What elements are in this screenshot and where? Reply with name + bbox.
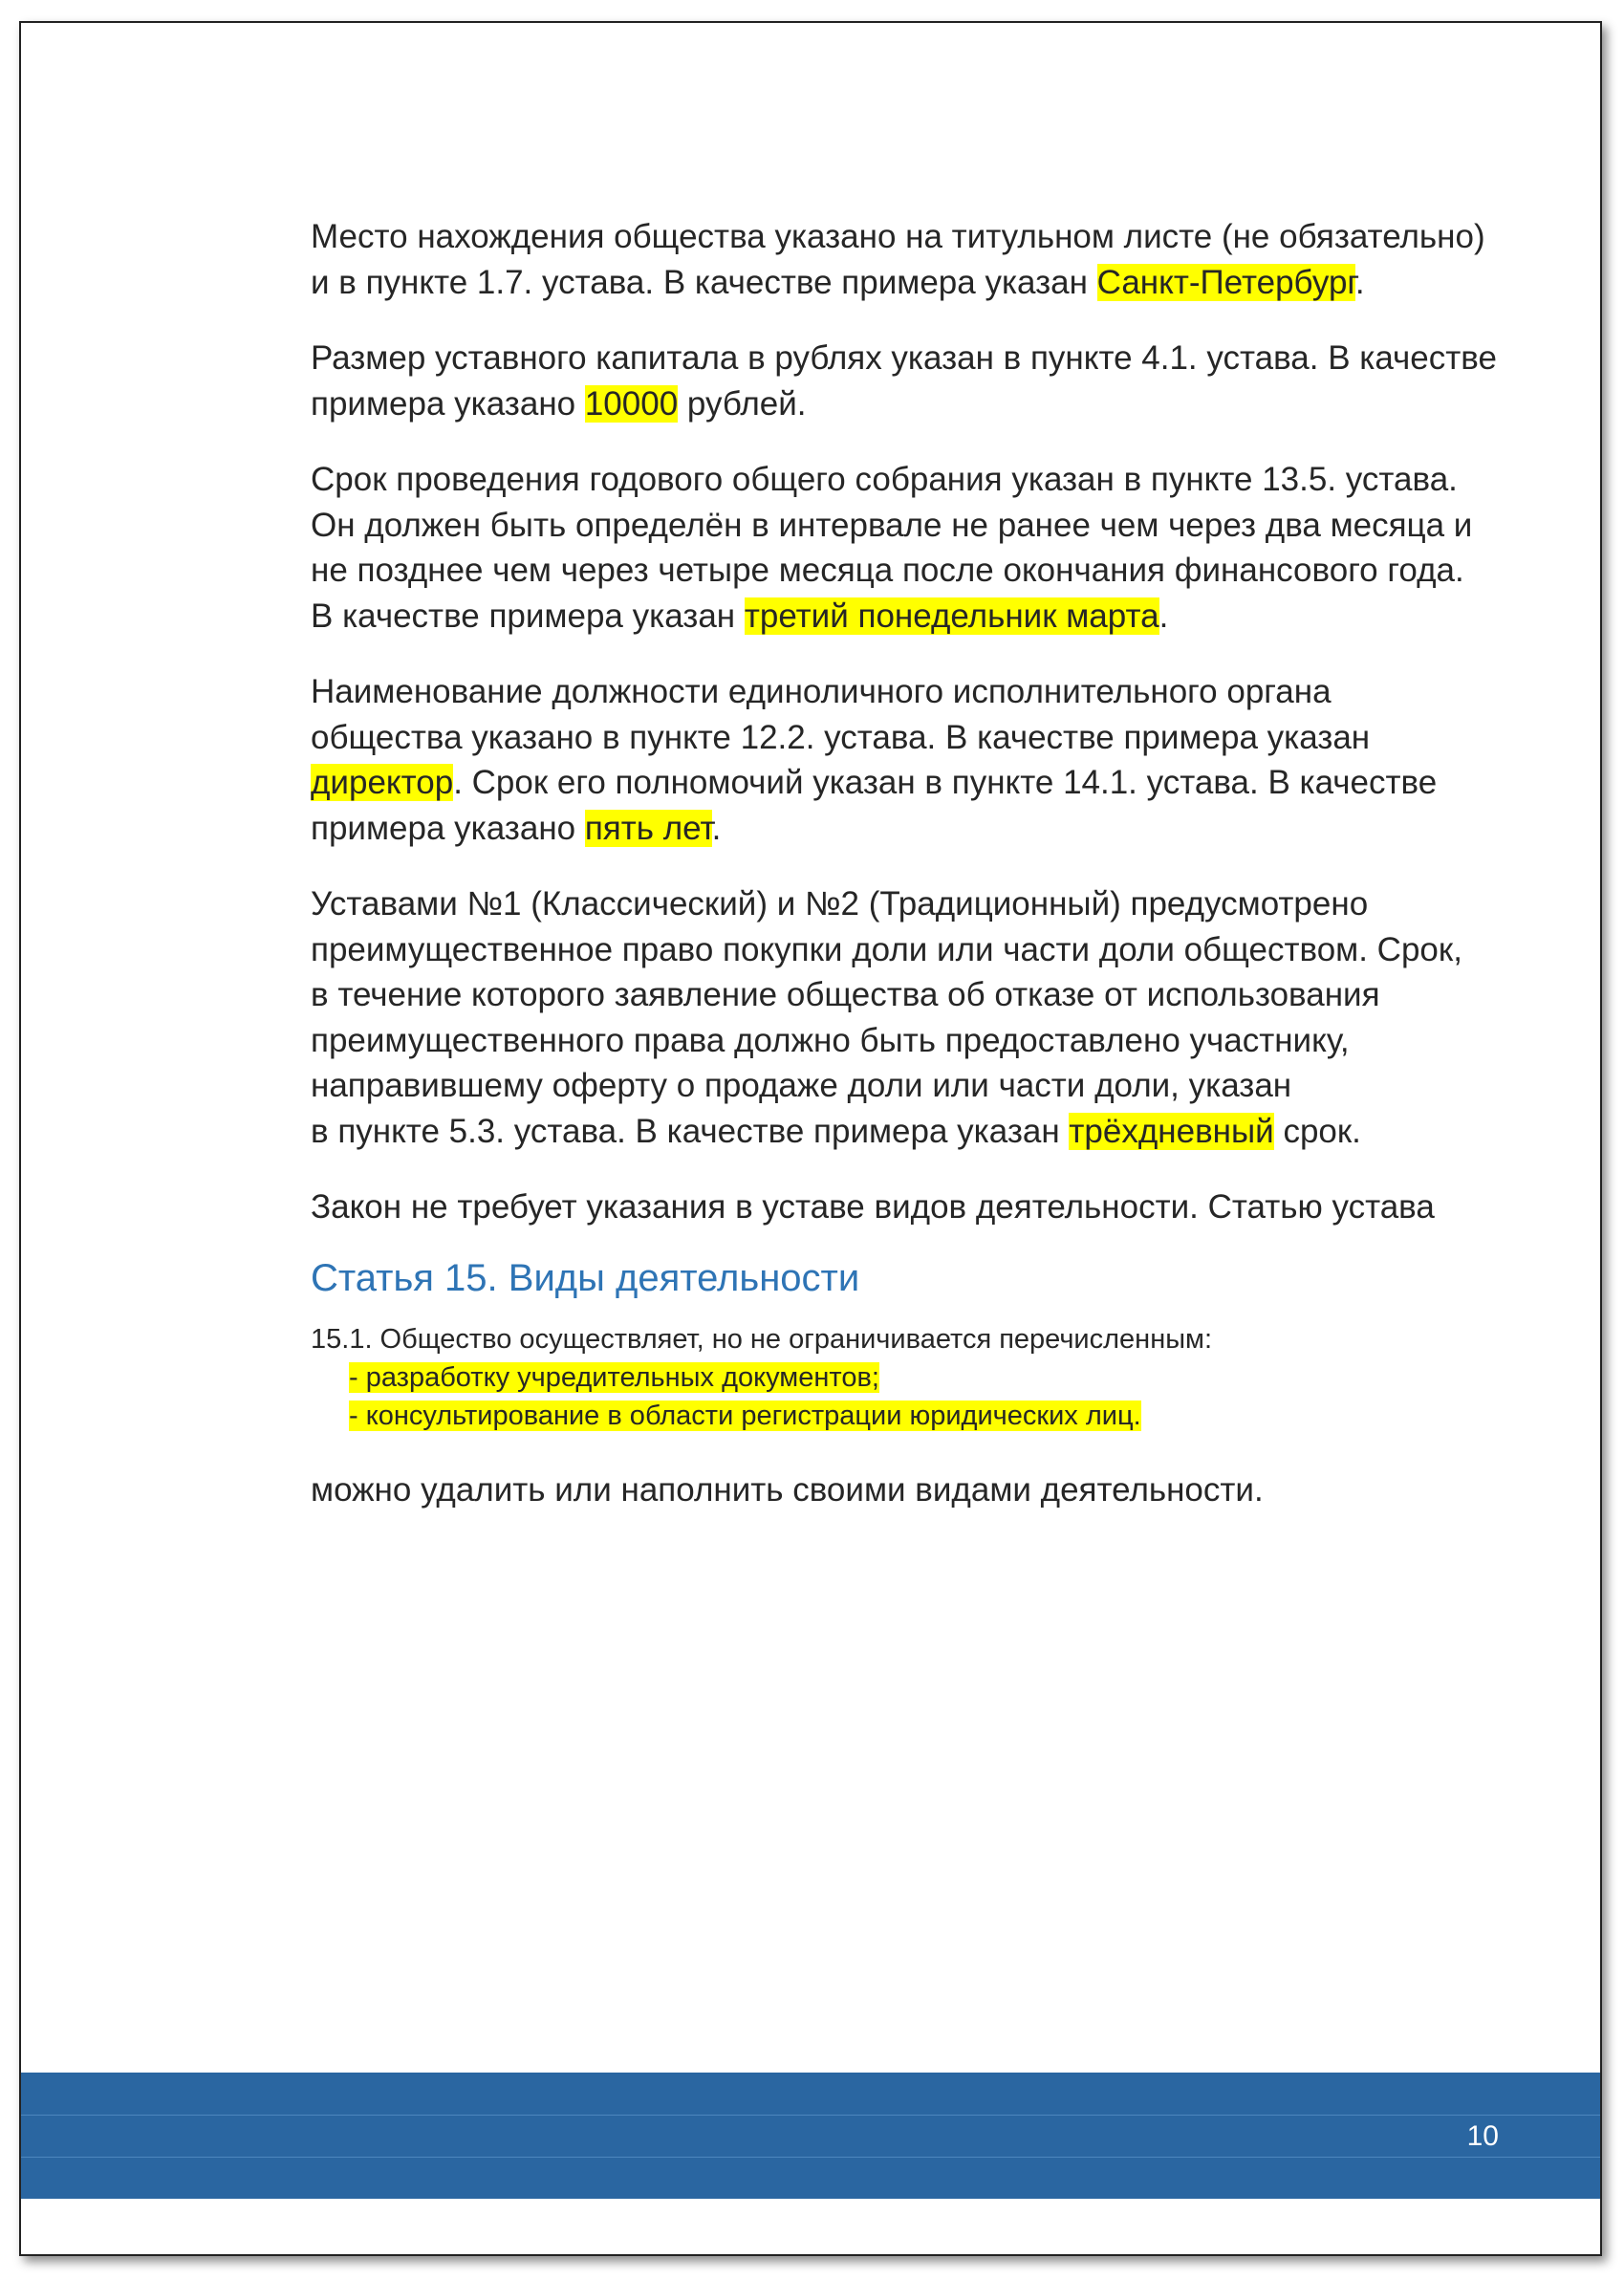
- paragraph-location: [311, 214, 1553, 305]
- list-item: [349, 1358, 1553, 1397]
- highlighted-value: - разработку учредительных документов;: [349, 1361, 879, 1393]
- paragraph-text: Уставами №1 (Классический) и №2 (Традиционный) предусмотрено преимущественное право покупки доли или части доли обществом. Срок, в течение которого заявление общества об отказе от использования преимущественного права должно быть предоставлено участнику, направившему оферту о продаже доли или части доли, указан в пункте 5.3. устава. В качестве примера указан: [311, 885, 1462, 1150]
- list-item: [349, 1397, 1553, 1435]
- highlighted-value: директор: [311, 764, 454, 801]
- paragraph-text: рублей.: [678, 384, 807, 423]
- page-content: [311, 214, 1553, 1543]
- paragraph-text: .: [711, 809, 722, 847]
- paragraph-executive: [311, 669, 1553, 851]
- paragraph-text: Срок проведения годового общего собрания указан в пункте 13.5. устава. Он должен быть определён в интервале не ранее чем через два месяца и не позднее чем через четыре месяца после окончания финансового года. В качестве примера указан: [311, 461, 1473, 635]
- highlighted-value: третий понедельник марта: [744, 597, 1159, 635]
- document-page: [19, 21, 1602, 2256]
- paragraph-text: Наименование должности единоличного исполнительного органа общества указано в пункте 12.2. устава. В качестве примера указан: [311, 673, 1371, 756]
- paragraph-capital: [311, 336, 1553, 426]
- paragraph-text: . Срок его полномочий указан в пункте 14.1. устава. В качестве примера указано: [311, 764, 1438, 847]
- footer-divider: [21, 2157, 1600, 2158]
- footer-divider: [21, 2115, 1600, 2116]
- paragraph-text: срок.: [1273, 1112, 1361, 1150]
- footer-band: [21, 2073, 1600, 2199]
- highlighted-value: 10000: [584, 384, 679, 423]
- highlighted-value: трёхдневный: [1069, 1112, 1274, 1150]
- activities-list: [311, 1358, 1553, 1435]
- paragraph-annual-meeting: [311, 457, 1553, 639]
- paragraph-text: Место нахождения общества указано на титульном листе (не обязательно) и в пункте 1.7. устава. В качестве примера указан: [311, 218, 1485, 301]
- paragraph-closing: можно удалить или наполнить своими видами деятельности.: [311, 1470, 1264, 1509]
- page-number: 10: [1466, 2120, 1499, 2152]
- highlighted-value: Санкт-Петербург: [1096, 263, 1355, 301]
- paragraph-preemptive-right: [311, 881, 1553, 1154]
- paragraph-text: Размер уставного капитала в рублях указан в пункте 4.1. устава. В качестве примера указано: [311, 339, 1497, 423]
- paragraph-activities-intro: Закон не требует указания в уставе видов деятельности. Статью устава: [311, 1188, 1435, 1226]
- highlighted-value: - консультирование в области регистрации юридических лиц.: [349, 1400, 1141, 1431]
- article-heading: Статья 15. Виды деятельности: [311, 1256, 860, 1299]
- clause-text: 15.1. Общество осуществляет, но не ограничивается перечисленным:: [311, 1323, 1213, 1355]
- paragraph-text: .: [1354, 263, 1365, 301]
- paragraph-text: .: [1158, 597, 1169, 635]
- highlighted-value: пять лет: [584, 809, 712, 847]
